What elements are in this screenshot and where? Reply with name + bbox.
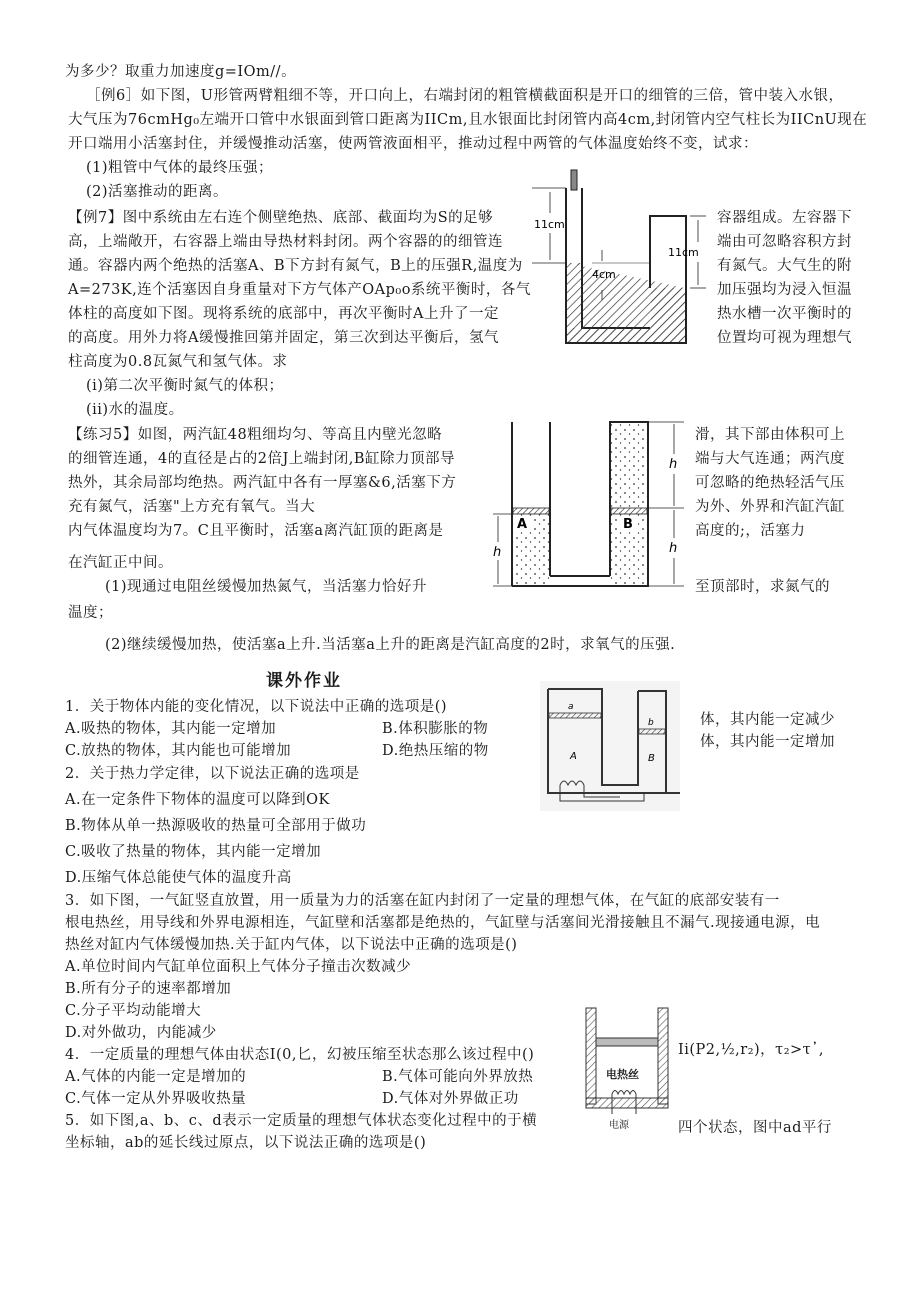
option: C.放热的物体，其内能也可能增加	[65, 743, 292, 759]
section-title: 课外作业	[266, 671, 342, 691]
question-3: 热丝对缸内气体缓慢加热.关于缸内气体，以下说法中正确的选项是()	[65, 937, 518, 953]
cylinder-ab-figure	[540, 681, 680, 811]
practice5-line: 热外，其余局部均绝热。两汽缸中各有一厚塞&6,活塞下方	[68, 475, 457, 491]
height-label: h	[669, 541, 678, 556]
example6-line: ［例6］如下图，U形管两臂粗细不等，开口向上，右端封闭的粗管横截面积是开口的细管的三倍，管中装入水银，	[86, 88, 844, 104]
example7-line: 体柱的高度如下图。现将系统的底部中，再次平衡时A上升了一定	[68, 306, 499, 322]
label-A: A	[570, 751, 577, 762]
label-a: a	[568, 702, 574, 712]
example7-line-right: 端由可忽略容积方封	[717, 234, 852, 250]
option: B.体积膨胀的物	[382, 721, 489, 737]
label-A: A	[517, 517, 528, 532]
practice5-line: 充有氮气，活塞"上方充有氧气。当大	[68, 499, 316, 515]
label-B: B	[623, 517, 633, 532]
cylinder-B-upper-gas	[611, 423, 647, 508]
option: B.所有分子的速率都增加	[65, 981, 232, 997]
practice5-line-right: 可忽略的绝热轻活气压	[695, 475, 845, 491]
question-5: 坐标轴，ab的延长线过原点，以下说法正确的选项是()	[65, 1135, 427, 1151]
option: C.吸收了热量的物体，其内能一定增加	[65, 844, 322, 860]
text-line: 为多少？取重力加速度g=IOm//。	[65, 64, 297, 80]
example6-question: (1)粗管中气体的最终压强；	[86, 160, 274, 176]
practice5-line-right: 滑，其下部由体积可上	[695, 427, 845, 443]
practice5-line-right: 高度的;，活塞力	[695, 523, 806, 539]
practice5-line-right: 为外、外界和汽缸汽缸	[695, 499, 845, 515]
heater-label: 电热丝	[606, 1068, 639, 1081]
question-5: 5．如下图,a、b、c、d表示一定质量的理想气体状态变化过程中的于横	[65, 1113, 538, 1129]
option: A.气体的内能一定是增加的	[65, 1069, 247, 1085]
question-4: 4．一定质量的理想气体由状态I(0,匕，幻被压缩至状态那么该过程中()	[65, 1047, 535, 1063]
option: A.在一定条件下物体的温度可以降到OK	[65, 792, 330, 808]
example7-line-right: 容器组成。左容器下	[717, 210, 852, 226]
practice5-line: 温度；	[68, 605, 113, 621]
option: B.物体从单一热源吸收的热量可全部用于做功	[65, 818, 367, 834]
piston-b	[639, 729, 665, 734]
question-3: 3．如下图，一气缸竖直放置，用一质量为力的活塞在缸内封闭了一定量的理想气体，在气缸的底部安装有一	[65, 893, 780, 909]
example6-question: (2)活塞推动的距离。	[86, 184, 229, 200]
option-continued: 体，其内能一定减少	[700, 712, 835, 728]
length-label: 11cm	[534, 218, 565, 231]
practice5-line: 【练习5】如图，两汽缸48粗细均匀、等高且内壁光忽略	[68, 427, 443, 443]
example7-line-right: 热水槽一次平衡时的	[717, 306, 852, 322]
practice5-question: (1)现通过电阻丝缓慢加热氮气，当活塞力恰好升	[105, 579, 428, 595]
option: D.气体对外界做正功	[382, 1091, 519, 1107]
piston-b	[611, 508, 647, 514]
example6-line: 大气压为76cmHg₀左端开口管中水银面到管口距离为IICm,且水银面比封闭管内高4cm,封闭管内空气柱长为IICnU现在	[68, 112, 868, 128]
u-tube-figure	[530, 168, 710, 354]
height-label: h	[493, 545, 502, 560]
option: C.分子平均动能增大	[65, 1003, 202, 1019]
question-5-right: 四个状态，图中ad平行	[678, 1120, 832, 1136]
option-continued: 体，其内能一定增加	[700, 734, 835, 750]
label-B: B	[648, 753, 655, 764]
example7-line-right: 有氮气。大气生的附	[717, 258, 852, 274]
piston-a	[513, 508, 549, 514]
practice5-line-right: 至顶部时，求氮气的	[695, 579, 830, 595]
example7-question: (i)第二次平衡时氮气的体积；	[86, 378, 284, 394]
piston	[596, 1038, 658, 1046]
option: C.气体一定从外界吸收热量	[65, 1091, 247, 1107]
practice5-question: (2)继续缓慢加热，使活塞a上升.当活塞a上升的距离是汽缸高度的2时，求氧气的压强.	[105, 637, 676, 653]
power-source-label: 电源	[609, 1120, 629, 1130]
piston-rod	[571, 170, 577, 190]
question-2: 2．关于热力学定律，以下说法正确的选项是	[65, 766, 360, 782]
example7-line: 高，上端敞开，右容器上端由导热材料封闭。两个容器的的细管连	[68, 234, 503, 250]
practice5-line: 在汽缸正中间。	[68, 555, 173, 571]
option: D.绝热压缩的物	[382, 743, 489, 759]
example7-line: A=273K,连个活塞因自身重量对下方气体产OAp₀o系统平衡时，各气	[68, 282, 531, 298]
option: D.对外做功，内能减少	[65, 1025, 217, 1041]
example7-line-right: 加压强均为浸入恒温	[717, 282, 852, 298]
piston-a	[549, 713, 601, 718]
practice5-line: 内气体温度均为7。C且平衡时，活塞a离汽缸顶的距离是	[68, 523, 444, 539]
heater-cylinder-figure	[582, 1004, 672, 1130]
option: A.吸热的物体，其内能一定增加	[65, 721, 277, 737]
question-1: 1．关于物体内能的变化情况，以下说法中正确的选项是()	[65, 699, 448, 715]
example7-line: 通。容器内两个绝热的活塞A、B下方封有氮气，B上的压强R,温度为	[68, 258, 523, 274]
question-4-right: Ii(P2,½,r₂)，τ₂>τ᾿,	[678, 1042, 825, 1058]
heater-coil	[612, 1091, 636, 1095]
height-diff-label: 4cm	[592, 268, 616, 281]
length-label: 11cm	[668, 246, 699, 259]
option: A.单位时间内气缸单位面积上气体分子撞击次数减少	[65, 959, 412, 975]
practice5-line-right: 端与大气连通；两汽度	[695, 451, 845, 467]
mercury-bottom	[567, 328, 685, 342]
question-3: 根电热丝，用导线和外界电源相连，气缸壁和活塞都是绝热的，气缸壁与活塞间光滑接触且不漏气.现接通电源，电	[65, 915, 821, 931]
example7-line: 的高度。用外力将A缓慢推回第并固定，第三次到达平衡后，氢气	[68, 330, 499, 346]
option: B.气体可能向外界放热	[382, 1069, 534, 1085]
height-label: h	[669, 457, 678, 472]
example7-line: 柱高度为0.8瓦氮气和氢气体。求	[68, 354, 288, 370]
example7-line-right: 位置均可视为理想气	[717, 330, 852, 346]
practice5-line: 的细管连通，4的直径是占的2倍J上端封闭,B缸除力顶部导	[68, 451, 456, 467]
example7-question: (ii)水的温度。	[86, 402, 184, 418]
option: D.压缩气体总能使气体的温度升高	[65, 870, 292, 886]
example6-line: 开口端用小活塞封住，并缓慢推动活塞，使两管液面相平，推动过程中两管的气体温度始终不变，试求：	[68, 136, 758, 152]
example7-line: 【例7】图中系统由左右连个侧壁绝热、底部、截面均为S的足够	[68, 210, 494, 226]
label-b: b	[648, 718, 654, 728]
twin-cylinder-figure	[488, 418, 688, 596]
mercury-right	[651, 288, 685, 328]
